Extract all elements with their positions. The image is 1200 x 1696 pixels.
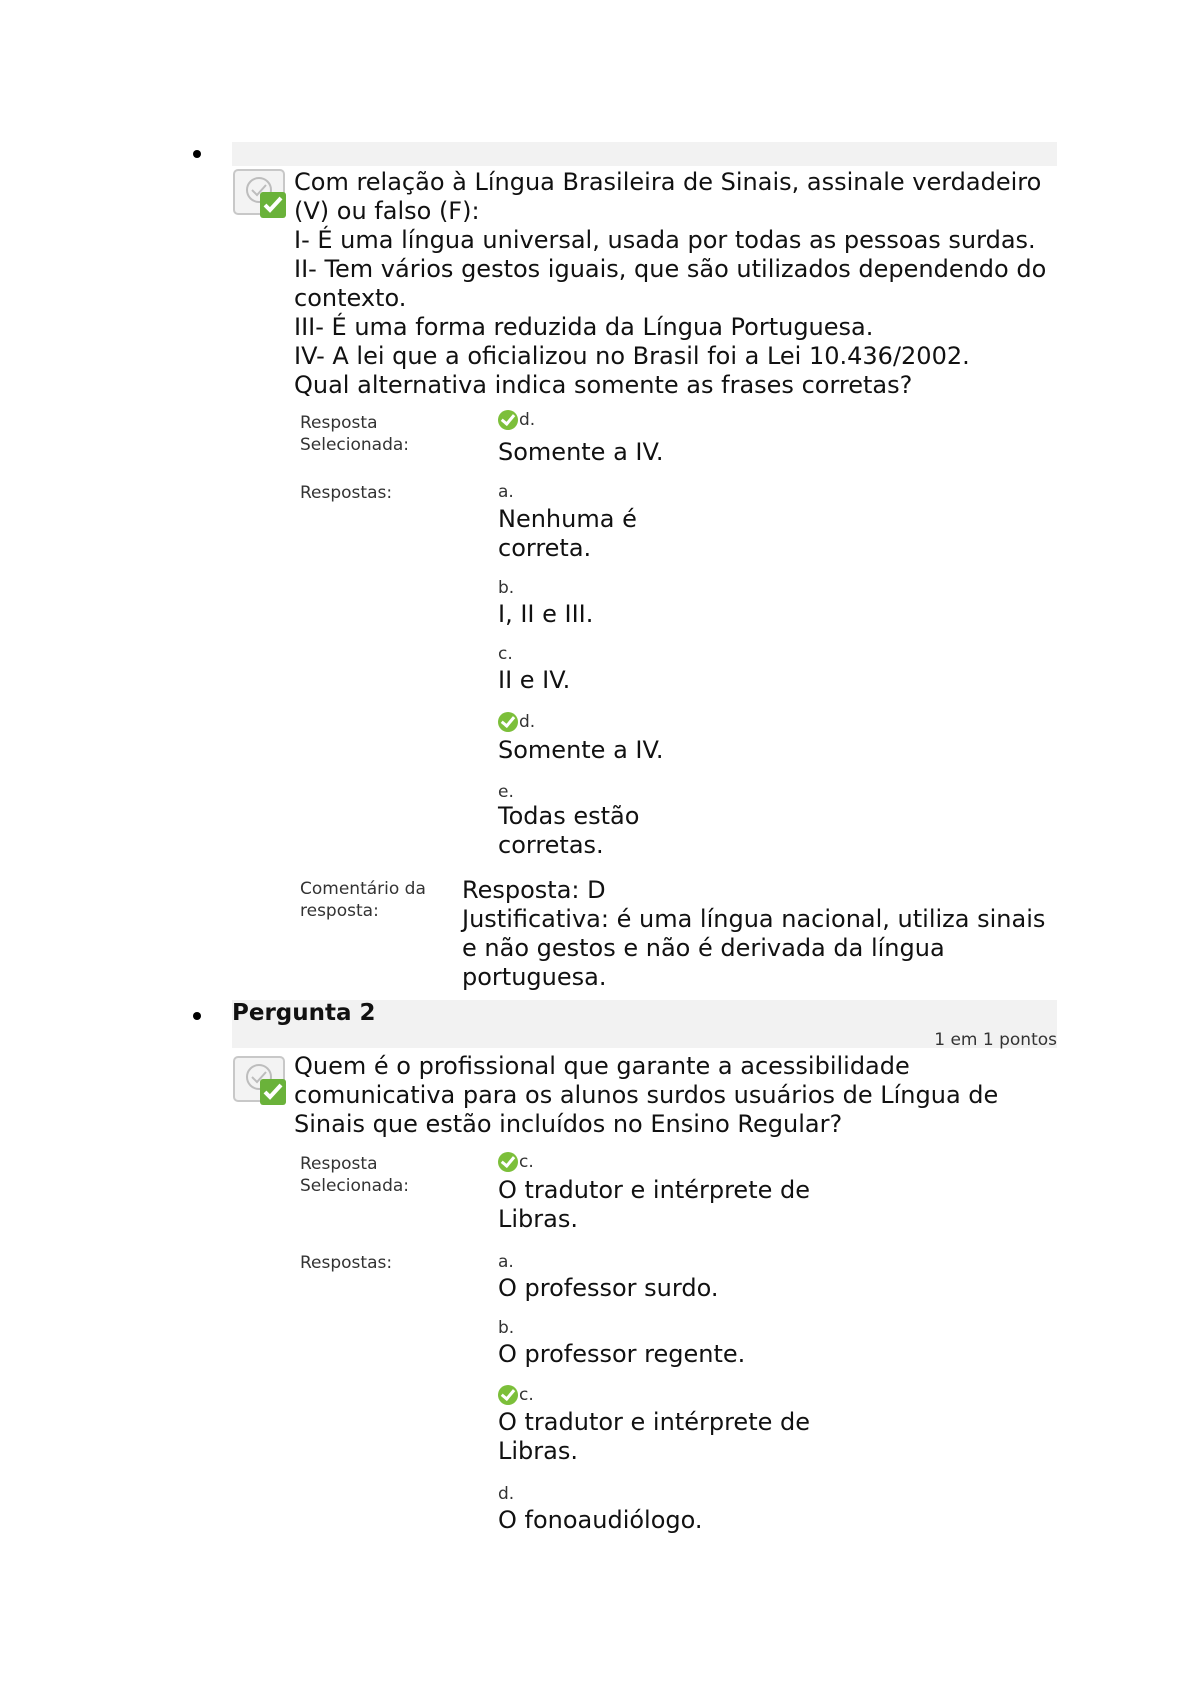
text-line: II- Tem vários gestos iguais, que são utilizados dependendo do bbox=[294, 255, 1047, 283]
text-line: Com relação à Língua Brasileira de Sinais, assinale verdadeiro bbox=[294, 168, 1042, 196]
text-line: Nenhuma é bbox=[498, 505, 637, 533]
correct-answer-icon bbox=[232, 1055, 288, 1107]
answers-label: Respostas: bbox=[300, 483, 393, 503]
option-text: O professor surdo. bbox=[498, 1274, 719, 1302]
text-line: correta. bbox=[498, 534, 592, 562]
text-line: Resposta: D bbox=[462, 876, 606, 904]
letter: c. bbox=[519, 1385, 534, 1405]
text-line: Quem é o profissional que garante a acessibilidade bbox=[294, 1052, 910, 1080]
check-icon bbox=[498, 712, 518, 732]
option-letter-correct bbox=[498, 1385, 534, 1405]
option-text bbox=[498, 1408, 810, 1466]
question-header bbox=[232, 142, 1057, 166]
option-letter: b. bbox=[498, 1318, 515, 1338]
option-text bbox=[498, 802, 639, 860]
text-line: O tradutor e intérprete de bbox=[498, 1176, 810, 1204]
selected-answer-label bbox=[300, 412, 450, 456]
option-text: O professor regente. bbox=[498, 1340, 746, 1368]
text-line: O tradutor e intérprete de bbox=[498, 1408, 810, 1436]
answer-comment bbox=[462, 876, 1062, 992]
check-icon bbox=[498, 1152, 518, 1172]
text-line: Sinais que estão incluídos no Ensino Regular? bbox=[294, 1110, 843, 1138]
option-letter: a. bbox=[498, 482, 514, 502]
option-letter: b. bbox=[498, 578, 515, 598]
text-line: III- É uma forma reduzida da Língua Portuguesa. bbox=[294, 313, 874, 341]
option-letter: d. bbox=[498, 1484, 515, 1504]
label-line: Comentário da bbox=[300, 879, 426, 899]
text-line: IV- A lei que a oficializou no Brasil foi a Lei 10.436/2002. bbox=[294, 342, 970, 370]
option-letter: c. bbox=[498, 644, 513, 664]
question-points: 1 em 1 pontos bbox=[934, 1030, 1057, 1050]
option-text bbox=[498, 505, 637, 563]
selected-answer-text bbox=[498, 1176, 810, 1234]
question-title: Pergunta 2 bbox=[232, 1000, 376, 1026]
text-line: contexto. bbox=[294, 284, 407, 312]
selected-letter bbox=[498, 410, 535, 430]
label-line: Resposta bbox=[300, 1154, 378, 1174]
option-letter: a. bbox=[498, 1252, 514, 1272]
selected-answer-text: Somente a IV. bbox=[498, 438, 664, 466]
comment-label bbox=[300, 878, 450, 922]
selected-answer-label bbox=[300, 1153, 450, 1197]
label-line: resposta: bbox=[300, 901, 379, 921]
selected-letter bbox=[498, 1152, 534, 1172]
label-line: Selecionada: bbox=[300, 435, 410, 455]
text-line: (V) ou falso (F): bbox=[294, 197, 480, 225]
answers-label: Respostas: bbox=[300, 1253, 393, 1273]
option-text: Somente a IV. bbox=[498, 736, 664, 764]
question-text bbox=[294, 168, 1074, 400]
list-bullet bbox=[193, 1012, 201, 1020]
option-text: O fonoaudiólogo. bbox=[498, 1506, 703, 1534]
letter: d. bbox=[519, 712, 536, 732]
option-text: I, II e III. bbox=[498, 600, 594, 628]
question-text bbox=[294, 1052, 1074, 1139]
letter: d. bbox=[519, 410, 536, 430]
option-letter-correct bbox=[498, 712, 535, 732]
text-line: comunicativa para os alunos surdos usuários de Língua de bbox=[294, 1081, 999, 1109]
option-text: II e IV. bbox=[498, 666, 571, 694]
text-line: portuguesa. bbox=[462, 963, 607, 991]
option-letter: e. bbox=[498, 782, 514, 802]
correct-answer-icon bbox=[232, 168, 288, 220]
letter: c. bbox=[519, 1152, 534, 1172]
label-line: Resposta bbox=[300, 413, 378, 433]
text-line: I- É uma língua universal, usada por todas as pessoas surdas. bbox=[294, 226, 1036, 254]
label-line: Selecionada: bbox=[300, 1176, 410, 1196]
list-bullet bbox=[193, 150, 201, 158]
text-line: Qual alternativa indica somente as frases corretas? bbox=[294, 371, 913, 399]
check-icon bbox=[498, 410, 518, 430]
text-line: Libras. bbox=[498, 1205, 578, 1233]
check-icon bbox=[498, 1385, 518, 1405]
text-line: e não gestos e não é derivada da língua bbox=[462, 934, 945, 962]
text-line: Justificativa: é uma língua nacional, utiliza sinais bbox=[462, 905, 1046, 933]
text-line: Libras. bbox=[498, 1437, 578, 1465]
text-line: corretas. bbox=[498, 831, 604, 859]
text-line: Todas estão bbox=[498, 802, 640, 830]
